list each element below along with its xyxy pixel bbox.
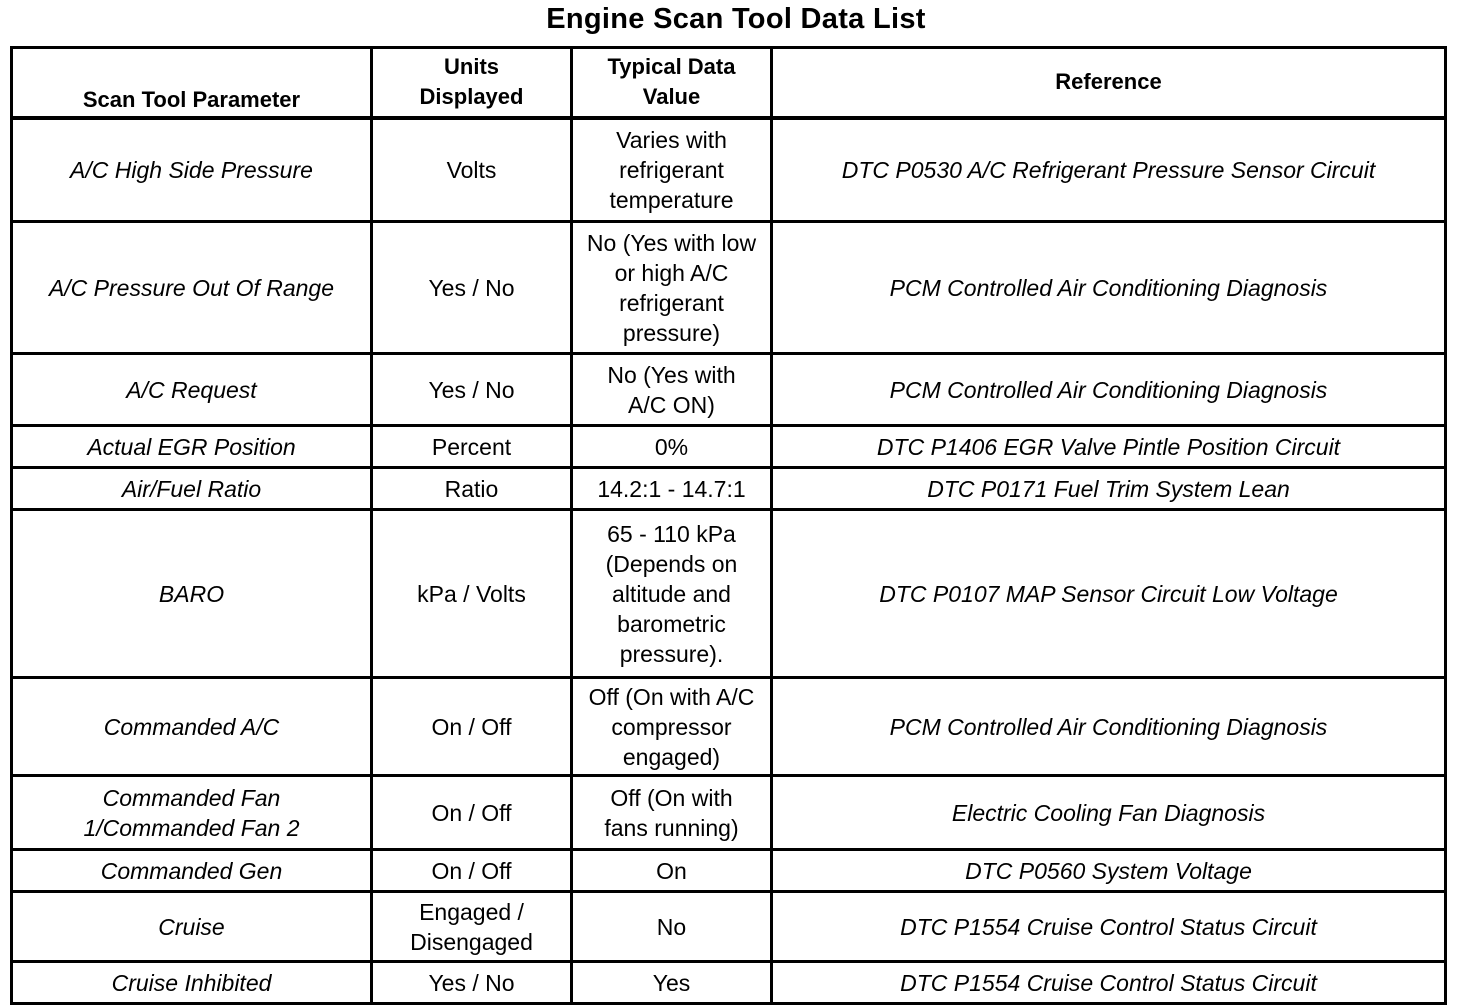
row-units: On / Off xyxy=(372,776,572,850)
table-row xyxy=(12,510,1446,678)
row-parameter: Actual EGR Position xyxy=(12,426,372,468)
row-parameter: Commanded Gen xyxy=(12,850,372,892)
row-reference: DTC P1406 EGR Valve Pintle Position Circuit xyxy=(772,426,1446,468)
row-units: Yes / No xyxy=(372,962,572,1004)
row-units: Engaged / Disengaged xyxy=(372,892,572,962)
row-reference: PCM Controlled Air Conditioning Diagnosis xyxy=(772,678,1446,776)
row-typical: 0% xyxy=(572,426,772,468)
table-row xyxy=(12,468,1446,510)
row-typical: 14.2:1 - 14.7:1 xyxy=(572,468,772,510)
row-typical: Varies with refrigerant temperature xyxy=(572,118,772,222)
row-parameter: A/C High Side Pressure xyxy=(12,118,372,222)
row-typical: Off (On with A/C compressor engaged) xyxy=(572,678,772,776)
row-typical: No (Yes with low or high A/C refrigerant pressure) xyxy=(572,222,772,354)
table-row xyxy=(12,118,1446,222)
row-parameter: Commanded A/C xyxy=(12,678,372,776)
row-reference: DTC P1554 Cruise Control Status Circuit xyxy=(772,892,1446,962)
header-typical: Typical Data Value xyxy=(572,48,772,118)
row-typical: No (Yes with A/C ON) xyxy=(572,354,772,426)
row-units: kPa / Volts xyxy=(372,510,572,678)
header-row xyxy=(12,48,1446,118)
table-row xyxy=(12,850,1446,892)
row-parameter: Commanded Fan 1/Commanded Fan 2 xyxy=(12,776,372,850)
row-reference: Electric Cooling Fan Diagnosis xyxy=(772,776,1446,850)
table-row xyxy=(12,222,1446,354)
header-parameter: Scan Tool Parameter xyxy=(12,48,372,118)
row-typical: Off (On with fans running) xyxy=(572,776,772,850)
row-typical: 65 - 110 kPa (Depends on altitude and barometric pressure). xyxy=(572,510,772,678)
row-reference: DTC P0107 MAP Sensor Circuit Low Voltage xyxy=(772,510,1446,678)
table-row xyxy=(12,354,1446,426)
header-reference: Reference xyxy=(772,48,1446,118)
row-units: Volts xyxy=(372,118,572,222)
table-row xyxy=(12,962,1446,1004)
row-parameter: BARO xyxy=(12,510,372,678)
page-title: Engine Scan Tool Data List xyxy=(546,3,926,35)
row-units: Percent xyxy=(372,426,572,468)
row-units: On / Off xyxy=(372,850,572,892)
row-parameter: Air/Fuel Ratio xyxy=(12,468,372,510)
row-units: Yes / No xyxy=(372,354,572,426)
row-parameter: Cruise xyxy=(12,892,372,962)
row-units: Yes / No xyxy=(372,222,572,354)
row-reference: PCM Controlled Air Conditioning Diagnosis xyxy=(772,222,1446,354)
row-reference: DTC P0560 System Voltage xyxy=(772,850,1446,892)
row-reference: DTC P1554 Cruise Control Status Circuit xyxy=(772,962,1446,1004)
table-row xyxy=(12,426,1446,468)
row-typical: Yes xyxy=(572,962,772,1004)
row-parameter: A/C Pressure Out Of Range xyxy=(12,222,372,354)
table-row xyxy=(12,892,1446,962)
row-reference: PCM Controlled Air Conditioning Diagnosis xyxy=(772,354,1446,426)
row-units: Ratio xyxy=(372,468,572,510)
scan-tool-data-table xyxy=(10,46,1447,1005)
row-typical: No xyxy=(572,892,772,962)
row-parameter: Cruise Inhibited xyxy=(12,962,372,1004)
table-row xyxy=(12,776,1446,850)
header-units: Units Displayed xyxy=(372,48,572,118)
row-reference: DTC P0171 Fuel Trim System Lean xyxy=(772,468,1446,510)
row-typical: On xyxy=(572,850,772,892)
table-row xyxy=(12,678,1446,776)
row-reference: DTC P0530 A/C Refrigerant Pressure Sensor Circuit xyxy=(772,118,1446,222)
row-parameter: A/C Request xyxy=(12,354,372,426)
row-units: On / Off xyxy=(372,678,572,776)
